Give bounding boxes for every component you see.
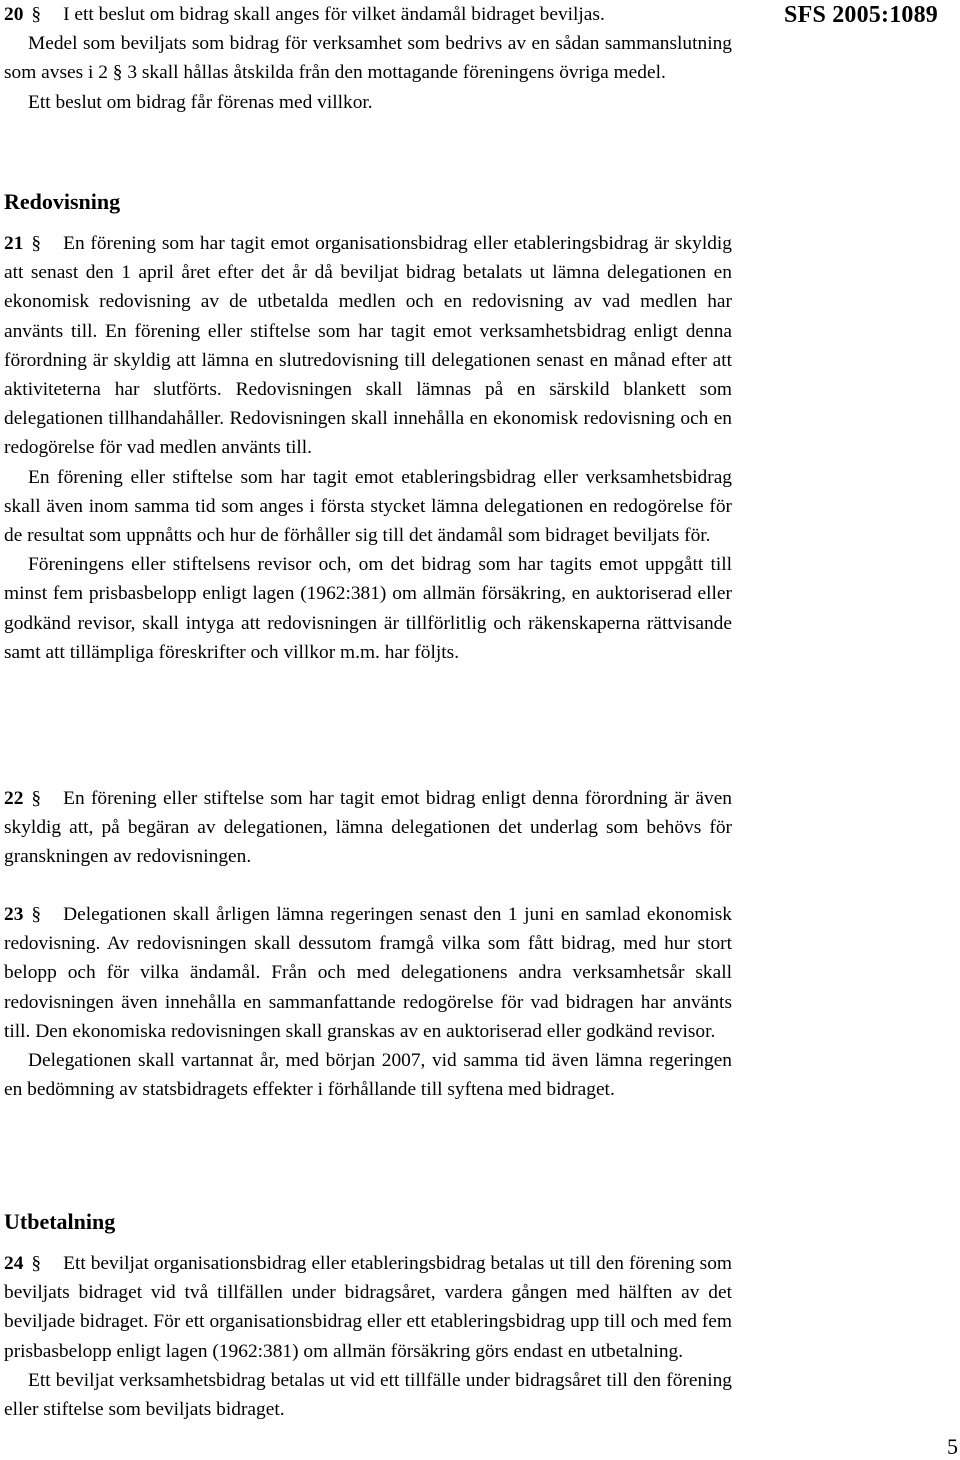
section-24 [4, 1249, 732, 1424]
paragraph-sign-icon: § [31, 4, 42, 25]
heading-block [4, 1207, 732, 1237]
section-23 [4, 900, 732, 1104]
section-text: Ett beslut om bidrag får förenas med villkor. [28, 91, 373, 113]
section-text: Ett beviljat organisationsbidrag eller etableringsbidrag betalas ut till den förening som beviljats bidraget vid två tillfällen under bidragsåret, vardera gången med hälften av det beviljade bidraget. För ett organisationsbidrag eller ett etableringsbidrag upp till och med fem prisbasbelopp enligt lagen (1962:381) om allmän försäkring görs endast en utbetalning. [4, 1253, 732, 1362]
section-22 [4, 784, 732, 872]
section-text: Ett beviljat verksamhetsbidrag betalas ut vid ett tillfälle under bidragsåret till den förening eller stiftelse som beviljats bidraget. [4, 1369, 732, 1421]
page-number: 5 [947, 1434, 958, 1459]
section-text: En förening som har tagit emot organisationsbidrag eller etableringsbidrag är skyldig att senast den 1 april året efter det år då beviljat bidrag betalats ut lämna delegationen en ekonomisk redovisning av de utbetalda medlen och en redovisning av vad medlen har använts till. En förening eller stiftelse som har tagit emot verksamhetsbidrag enligt denna förordning är skyldig att lämna en slutredovisning till delegationen senast en månad efter att aktiviteterna har slutförts. Redovisningen skall lämnas på en särskild blankett som delegationen tillhandahåller. Redovisningen skall innehålla en ekonomisk redovisning och en redogörelse för vad medlen använts till. [4, 233, 732, 459]
heading-block [4, 187, 732, 217]
section-text: Delegationen skall vartannat år, med början 2007, vid samma tid även lämna regeringen en bedömning av statsbidragets effekter i förhållande till syftena med bidraget. [4, 1050, 732, 1101]
paragraph-sign-icon: § [31, 904, 42, 925]
section-text: Föreningens eller stiftelsens revisor och, om det bidrag som har tagits emot uppgått till minst fem prisbasbelopp enligt lagen (1962:381) om allmän försäkring, en auktoriserad eller godkänd revisor, skall intyga att redovisningen är tillförlitlig och räkenskaperna rättvisande samt att tillämpliga föreskrifter och villkor m.m. har följts. [4, 554, 732, 663]
section-text: En förening eller stiftelse som har tagit emot bidrag enligt denna förordning är även skyldig att, på begäran av delegationen, lämna delegationen det underlag som behövs för granskningen av redovisningen. [4, 788, 732, 868]
paragraph-sign-icon: § [31, 233, 42, 254]
section-20 [4, 0, 732, 117]
document-number: SFS 2005:1089 [784, 2, 938, 28]
section-number: 20 [4, 4, 24, 25]
section-heading-redovisning: Redovisning [4, 189, 121, 214]
section-number: 24 [4, 1253, 24, 1274]
section-number: 22 [4, 788, 24, 809]
section-text: En förening eller stiftelse som har tagit emot etableringsbidrag eller verksamhetsbidrag skall även inom samma tid som anges i första stycket lämna delegationen en redogörelse för de resultat som uppnåtts och hur de förhåller sig till det ändamål som bidraget beviljats för. [4, 466, 732, 547]
paragraph-sign-icon: § [31, 788, 42, 809]
section-text: I ett beslut om bidrag skall anges för vilket ändamål bidraget beviljas. [63, 4, 605, 25]
section-text: Medel som beviljats som bidrag för verksamhet som bedrivs av en sådan sammanslutning som avses i 2 § 3 skall hållas åtskilda från den mottagande föreningens övriga medel. [4, 33, 732, 84]
section-21 [4, 229, 732, 667]
section-number: 23 [4, 904, 24, 925]
paragraph-sign-icon: § [31, 1253, 42, 1274]
section-text: Delegationen skall årligen lämna regeringen senast den 1 juni en samlad ekonomisk redovisning. Av redovisningen skall dessutom framgå vilka som fått bidrag, med hur stort belopp och för vilka ändamål. Från och med delegationens andra verksamhetsår skall redovisningen även innehålla en sammanfattande redogörelse för vad bidragen har använts till. Den ekonomiska redovisningen skall granskas av en auktoriserad eller godkänd revisor. [4, 904, 732, 1042]
section-number: 21 [4, 233, 24, 254]
section-heading-utbetalning: Utbetalning [4, 1209, 116, 1234]
